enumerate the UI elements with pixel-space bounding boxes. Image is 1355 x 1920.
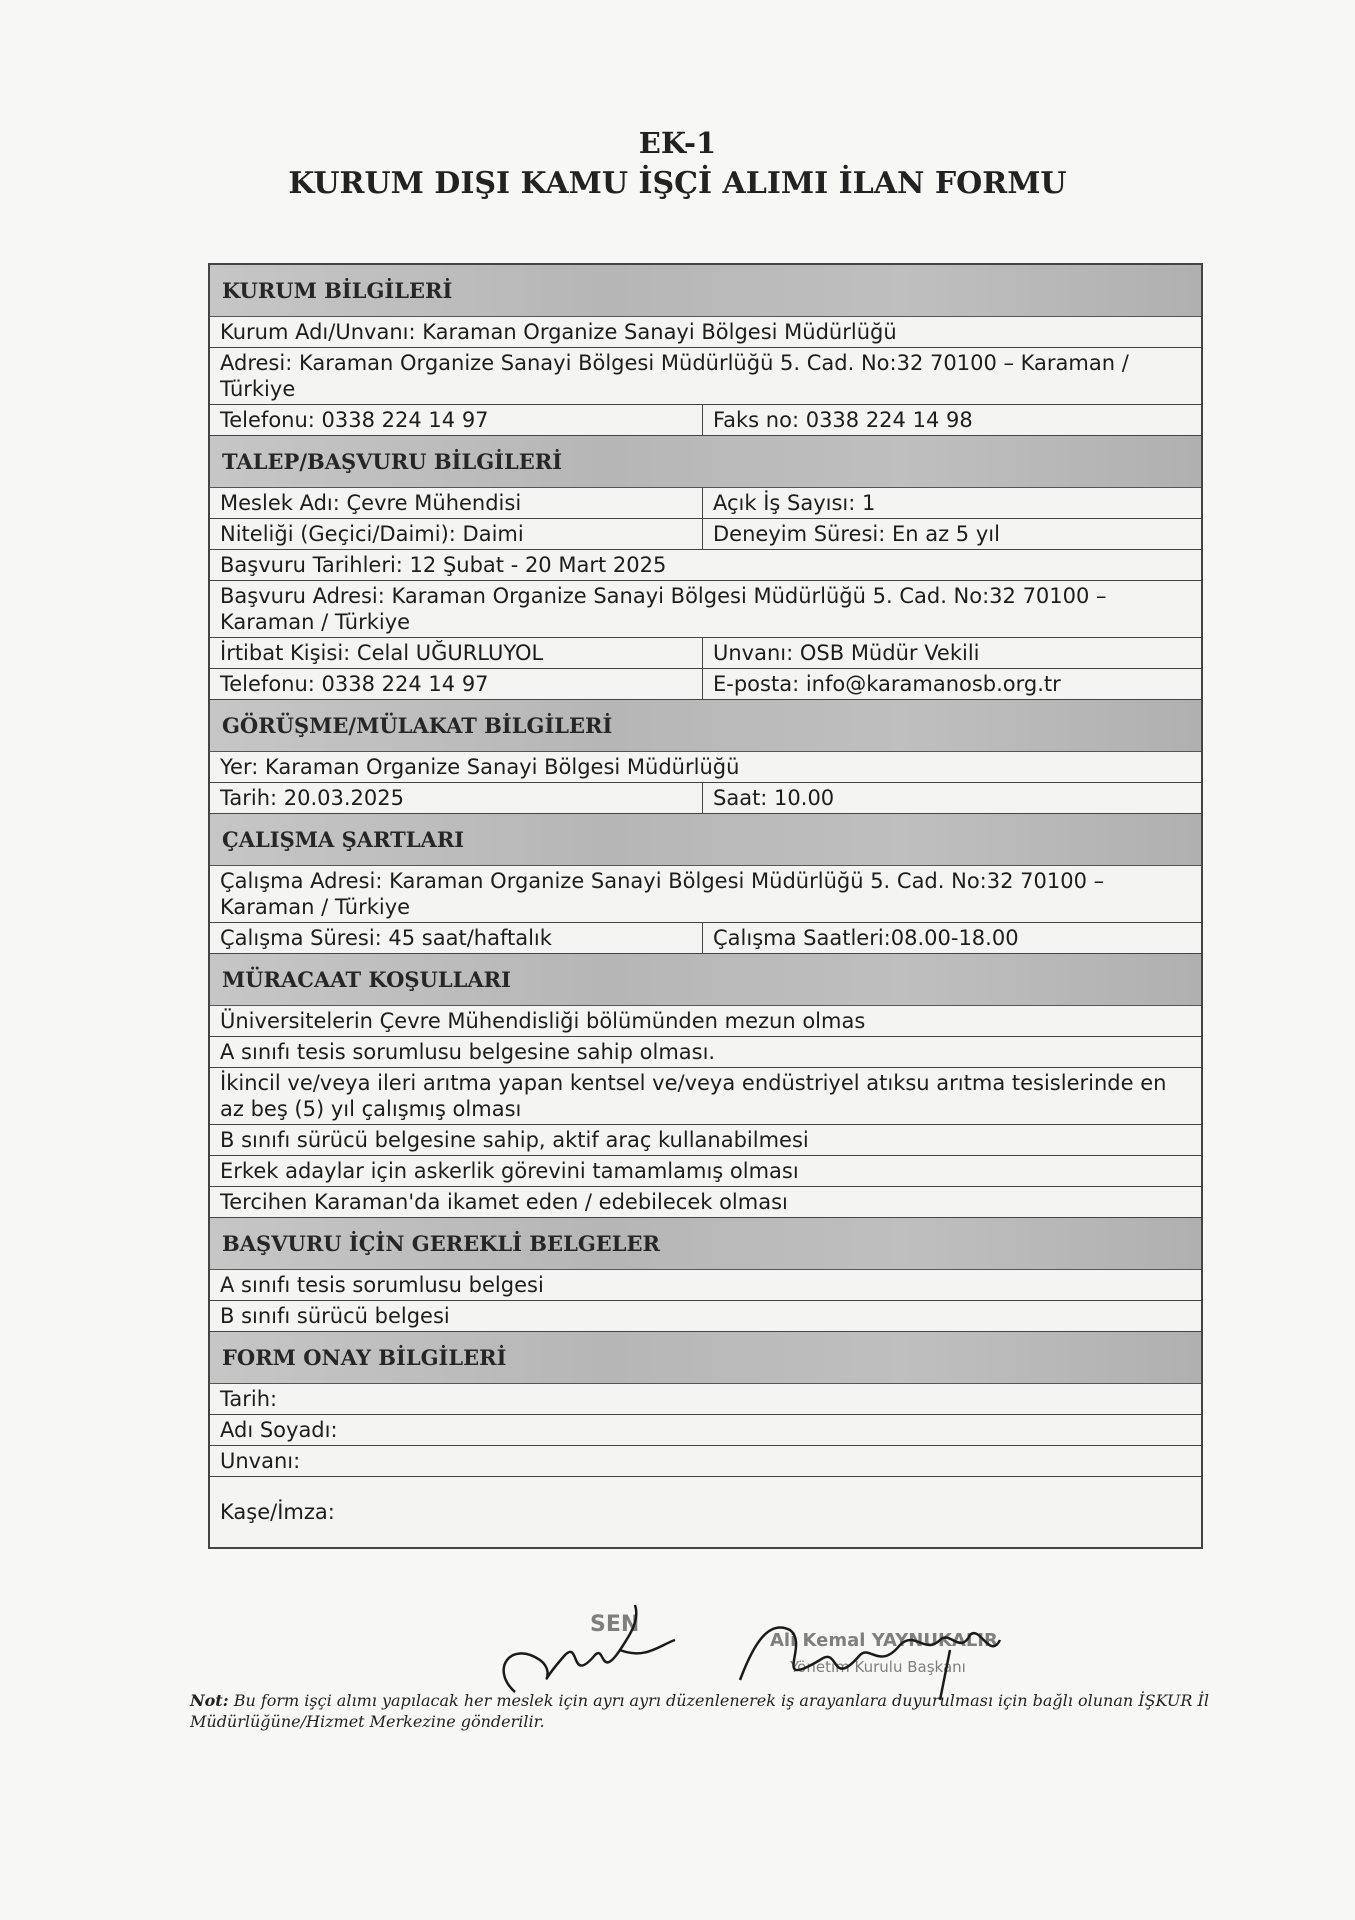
footer-note [190, 1690, 1210, 1732]
kurum-address: Adresi: Karaman Organize Sanayi Bölgesi Müdürlüğü 5. Cad. No:32 70100 – Karaman / Türkiye [220, 351, 1129, 401]
calisma-row-1 [210, 866, 1201, 923]
announcement-form [208, 263, 1203, 1549]
requirement-item: B sınıfı sürücü belgesine sahip, aktif araç kullanabilmesi [220, 1128, 809, 1152]
requirement-row [210, 1156, 1201, 1187]
talep-row-2 [210, 519, 1201, 550]
section-gorusme-header: GÖRÜŞME/MÜLAKAT BİLGİLERİ [210, 700, 1201, 752]
interview-place: Yer: Karaman Organize Sanayi Bölgesi Müdürlüğü [220, 755, 740, 779]
note-text: Bu form işçi alımı yapılacak her meslek için ayrı ayrı düzenlenerek iş arayanlara duyurulması için bağlı olunan İŞKUR İl Müdürlüğüne/Hizmet Merkezine gönderilir. [190, 1691, 1209, 1731]
application-dates: Başvuru Tarihleri: 12 Şubat - 20 Mart 2025 [220, 553, 667, 577]
kurum-address-row [210, 348, 1201, 405]
kurum-name-row [210, 317, 1201, 348]
section-kurum-header: KURUM BİLGİLERİ [210, 265, 1201, 317]
approval-name-row [210, 1415, 1201, 1446]
requirement-row [210, 1037, 1201, 1068]
contact-person: İrtibat Kişisi: Celal UĞURLUYOL [220, 641, 544, 665]
requirement-row [210, 1125, 1201, 1156]
gorusme-row-2 [210, 783, 1201, 814]
form-title: KURUM DIŞI KAMU İŞÇİ ALIMI İLAN FORMU [288, 166, 1067, 201]
talep-row-3 [210, 550, 1201, 581]
experience: Deneyim Süresi: En az 5 yıl [702, 519, 1201, 549]
contact-phone: Telefonu: 0338 224 14 97 [220, 672, 489, 696]
employment-type: Niteliği (Geçici/Daimi): Daimi [220, 522, 524, 546]
requirement-item: İkincil ve/veya ileri arıtma yapan kentsel ve/veya endüstriyel atıksu arıtma tesislerinde en az beş (5) yıl çalışmış olması [220, 1071, 1167, 1121]
signature-stamp-area [470, 1600, 1030, 1700]
interview-date: Tarih: 20.03.2025 [220, 786, 404, 810]
approval-name: Adı Soyadı: [220, 1418, 338, 1442]
talep-row-6 [210, 669, 1201, 700]
requirement-item: A sınıfı tesis sorumlusu belgesine sahip olması. [220, 1040, 716, 1064]
section-muracaat-header: MÜRACAAT KOŞULLARI [210, 954, 1201, 1006]
kurum-contact-row [210, 405, 1201, 436]
gorusme-row-1 [210, 752, 1201, 783]
stamp-role: Yönetim Kurulu Başkanı [790, 1658, 966, 1676]
work-address: Çalışma Adresi: Karaman Organize Sanayi Bölgesi Müdürlüğü 5. Cad. No:32 70100 – Karaman / Türkiye [220, 869, 1105, 919]
annex-label: EK-1 [638, 126, 717, 160]
profession: Meslek Adı: Çevre Mühendisi [220, 491, 522, 515]
stamp-left-text: SEN [590, 1612, 640, 1637]
requirement-row [210, 1187, 1201, 1218]
required-document: A sınıfı tesis sorumlusu belgesi [220, 1273, 544, 1297]
approval-signature-label: Kaşe/İmza: [220, 1500, 335, 1524]
interview-time: Saat: 10.00 [702, 783, 1201, 813]
contact-email: E-posta: info@karamanosb.org.tr [702, 669, 1201, 699]
approval-date: Tarih: [220, 1387, 278, 1411]
note-label: Not: [190, 1691, 229, 1710]
kurum-phone: Telefonu: 0338 224 14 97 [220, 408, 489, 432]
requirement-row [210, 1068, 1201, 1125]
contact-title: Unvanı: OSB Müdür Vekili [702, 638, 1201, 668]
stamp-name: Ali Kemal YAYNUKALIR [770, 1630, 998, 1651]
work-hours: Çalışma Saatleri:08.00-18.00 [702, 923, 1201, 953]
talep-row-4 [210, 581, 1201, 638]
requirement-item: Tercihen Karaman'da ikamet eden / edebilecek olması [220, 1190, 788, 1214]
section-onay-header: FORM ONAY BİLGİLERİ [210, 1332, 1201, 1384]
requirement-item: Erkek adaylar için askerlik görevini tamamlamış olması [220, 1159, 799, 1183]
approval-date-row [210, 1384, 1201, 1415]
talep-row-5 [210, 638, 1201, 669]
document-row [210, 1270, 1201, 1301]
requirement-item: Üniversitelerin Çevre Mühendisliği bölümünden mezun olmas [220, 1009, 866, 1033]
section-belgeler-header: BAŞVURU İÇİN GEREKLİ BELGELER [210, 1218, 1201, 1270]
kurum-name: Kurum Adı/Unvanı: Karaman Organize Sanayi Bölgesi Müdürlüğü [220, 320, 897, 344]
requirement-row [210, 1006, 1201, 1037]
approval-signature-row [210, 1477, 1201, 1547]
approval-title-row [210, 1446, 1201, 1477]
section-talep-header: TALEP/BAŞVURU BİLGİLERİ [210, 436, 1201, 488]
talep-row-1 [210, 488, 1201, 519]
required-document: B sınıfı sürücü belgesi [220, 1304, 450, 1328]
calisma-row-2 [210, 923, 1201, 954]
handwritten-signature-icon [470, 1600, 1030, 1700]
open-positions: Açık İş Sayısı: 1 [702, 488, 1201, 518]
approval-title: Unvanı: [220, 1449, 301, 1473]
application-address: Başvuru Adresi: Karaman Organize Sanayi Bölgesi Müdürlüğü 5. Cad. No:32 70100 – Karaman / Türkiye [220, 584, 1107, 634]
section-calisma-header: ÇALIŞMA ŞARTLARI [210, 814, 1201, 866]
document-row [210, 1301, 1201, 1332]
work-duration: Çalışma Süresi: 45 saat/haftalık [220, 926, 552, 950]
kurum-fax: Faks no: 0338 224 14 98 [702, 405, 1201, 435]
